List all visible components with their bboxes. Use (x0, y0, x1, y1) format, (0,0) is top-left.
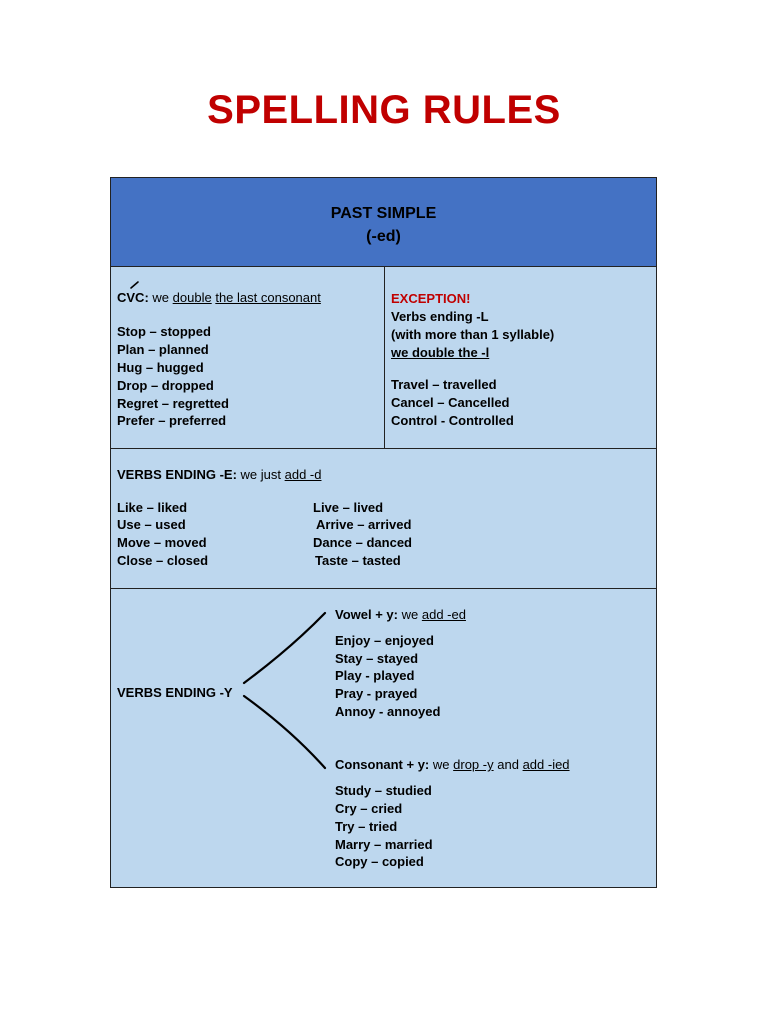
branch-lines (111, 178, 656, 887)
consonant-y-example: Study – studied (335, 783, 432, 798)
exception-example: Control - Controlled (391, 413, 514, 428)
exception-line: we double the -l (391, 345, 490, 360)
ending-e-label: VERBS ENDING -E: (117, 467, 237, 482)
consonant-y-add: add -ied (522, 757, 570, 772)
consonant-y-label: Consonant + y: (335, 757, 430, 772)
vowel-y-example: Pray - prayed (335, 686, 418, 701)
header-subtitle: (-ed) (366, 228, 401, 245)
vowel-y-example: Annoy - annoyed (335, 704, 441, 719)
cvc-we: we (152, 290, 170, 305)
consonant-y-example: Marry – married (335, 837, 433, 852)
vowel-y-example: Enjoy – enjoyed (335, 633, 434, 648)
ending-e-example: Move – moved (117, 535, 207, 550)
cvc-example: Regret – regretted (117, 396, 229, 411)
cvc-example: Hug – hugged (117, 360, 204, 375)
branch-line-upper (244, 613, 325, 683)
ending-e-example: Taste – tasted (315, 553, 401, 568)
ending-y-label: VERBS ENDING -Y (117, 685, 233, 700)
cvc-label: CVC: (117, 290, 149, 305)
vowel-y-example: Play - played (335, 668, 415, 683)
rules-table (110, 177, 657, 888)
consonant-y-example: Cry – cried (335, 801, 403, 816)
ending-e-we: we just (240, 467, 281, 482)
cvc-example: Plan – planned (117, 342, 209, 357)
cvc-rest: the last consonant (215, 290, 321, 305)
consonant-y-example: Copy – copied (335, 854, 424, 869)
consonant-y-and: and (497, 757, 519, 772)
ending-e-example: Dance – danced (313, 535, 412, 550)
ending-e-example: Use – used (117, 517, 186, 532)
exception-line: (with more than 1 syllable) (391, 327, 555, 342)
ending-e-add: add -d (284, 467, 322, 482)
exception-label: EXCEPTION! (391, 291, 471, 306)
branch-line-lower (244, 696, 325, 768)
exception-example: Travel – travelled (391, 377, 497, 392)
cvc-example: Drop – dropped (117, 378, 214, 393)
exception-example: Cancel – Cancelled (391, 395, 510, 410)
ending-e-example: Close – closed (117, 553, 209, 568)
consonant-y-we: we (432, 757, 450, 772)
vowel-y-label: Vowel + y: (335, 607, 398, 622)
consonant-y-drop: drop -y (453, 757, 494, 772)
consonant-y-example: Try – tried (335, 819, 398, 834)
vowel-y-example: Stay – stayed (335, 651, 419, 666)
cvc-double: double (172, 290, 212, 305)
page-title: SPELLING RULES (207, 88, 561, 132)
header-title: PAST SIMPLE (330, 205, 437, 222)
vowel-y-we: we (401, 607, 419, 622)
vowel-y-add: add -ed (421, 607, 466, 622)
ending-e-example: Live – lived (313, 500, 384, 515)
cvc-example: Stop – stopped (117, 324, 211, 339)
check-mark-icon (131, 282, 138, 288)
ending-e-example: Like – liked (117, 500, 188, 515)
exception-line: Verbs ending -L (391, 309, 489, 324)
ending-e-example: Arrive – arrived (316, 517, 412, 532)
cvc-example: Prefer – preferred (117, 413, 227, 428)
